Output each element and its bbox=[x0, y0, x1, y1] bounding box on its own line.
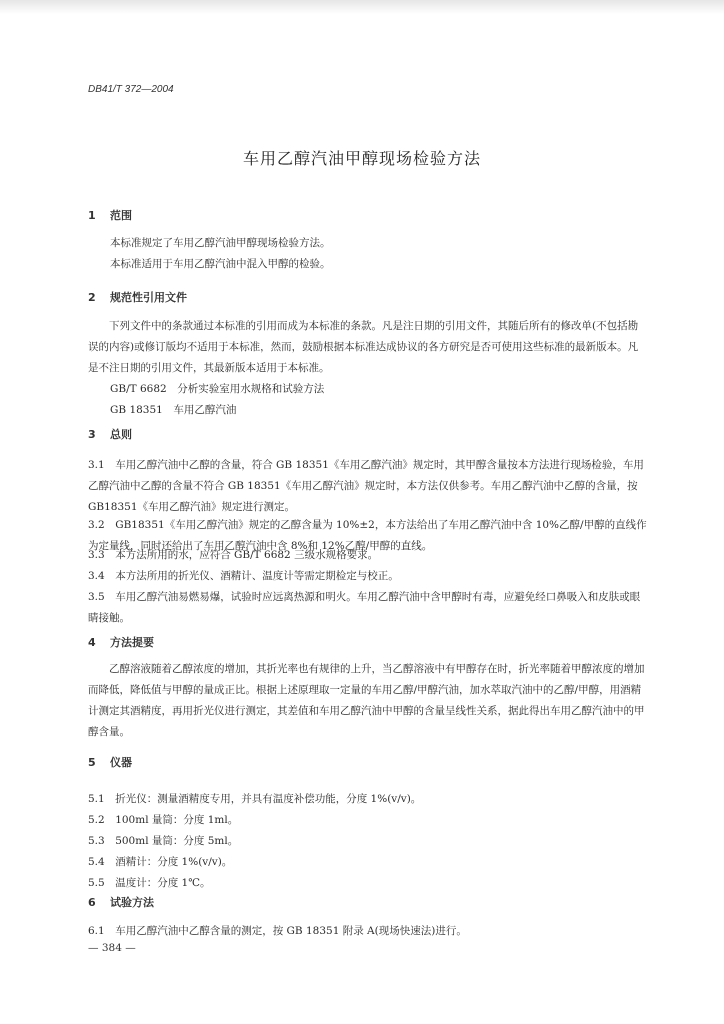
section-1-line-1: 本标准规定了车用乙醇汽油甲醇现场检验方法。 bbox=[110, 237, 331, 249]
page-title: 车用乙醇汽油甲醇现场检验方法 bbox=[242, 149, 481, 168]
section-heading-6: 6 试验方法 bbox=[88, 896, 154, 909]
clause-3-5: 3.5 车用乙醇汽油易燃易爆，试验时应远离热源和明火。车用乙醇汽油中含甲醇时有毒，应避免经口鼻吸入和皮肤或眼睛接触。 bbox=[88, 591, 641, 624]
scan-edge bbox=[0, 0, 724, 14]
section-1-line-2: 本标准适用于车用乙醇汽油中混入甲醇的检验。 bbox=[110, 258, 331, 270]
method-6-1: 6.1 车用乙醇汽油中乙醇含量的测定，按 GB 18351 附录 A(现场快速法)进行。 bbox=[88, 925, 467, 937]
section-heading-1: 1 范围 bbox=[88, 209, 132, 222]
section-heading-3: 3 总则 bbox=[88, 428, 132, 441]
section-heading-5: 5 仪器 bbox=[88, 756, 132, 769]
instrument-5-4: 5.4 酒精计：分度 1%(v/v)。 bbox=[88, 856, 233, 868]
clause-3-4: 3.4 本方法所用的折光仪、酒精计、温度计等需定期检定与校正。 bbox=[88, 570, 399, 582]
section-heading-2: 2 规范性引用文件 bbox=[88, 291, 187, 304]
clause-3-3: 3.3 本方法所用的水，应符合 GB/T 6682 三级水规格要求。 bbox=[88, 549, 379, 561]
section-heading-4: 4 方法提要 bbox=[88, 636, 154, 649]
instrument-5-2: 5.2 100ml 量筒：分度 1ml。 bbox=[88, 814, 239, 826]
instrument-5-1: 5.1 折光仪：测量酒精度专用，并具有温度补偿功能，分度 1%(v/v)。 bbox=[88, 793, 422, 805]
reference-2: GB 18351 车用乙醇汽油 bbox=[110, 404, 237, 416]
section-2-paragraph: 下列文件中的条款通过本标准的引用而成为本标准的条款。凡是注日期的引用文件，其随后所有的修改单(不包括勘误的内容)或修订版均不适用于本标准，然而，鼓励根据本标准达成协议的各方研究是否可使用这些标准的最新版本。凡是不注日期的引用文件，其最新版本适用于本标准。 bbox=[88, 320, 639, 374]
section-4-paragraph: 乙醇溶液随着乙醇浓度的增加，其折光率也有规律的上升，当乙醇溶液中有甲醇存在时，折光率随着甲醇浓度的增加而降低，降低值与甲醇的量成正比。根据上述原理取一定量的车用乙醇/甲醇汽油，加水萃取汽油中的乙醇/甲醇，用酒精计测定其酒精度，再用折光仪进行测定，其差值和车用乙醇汽油中甲醇的含量呈线性关系，据此得出车用乙醇汽油中的甲醇含量。 bbox=[88, 663, 645, 738]
instrument-5-5: 5.5 温度计：分度 1℃。 bbox=[88, 877, 211, 889]
reference-1: GB/T 6682 分析实验室用水规格和试验方法 bbox=[110, 383, 325, 395]
standard-code: DB41/T 372—2004 bbox=[88, 84, 174, 95]
instrument-5-3: 5.3 500ml 量筒：分度 5ml。 bbox=[88, 835, 239, 847]
clause-3-1: 3.1 车用乙醇汽油中乙醇的含量，符合 GB 18351《车用乙醇汽油》规定时，其甲醇含量按本方法进行现场检验，车用乙醇汽油中乙醇的含量不符合 GB 18351《车用乙醇汽油》规定时，本方法仅供参考。车用乙醇汽油中乙醇的含量，按 GB18351《车用乙醇汽油》规定进行测定。 bbox=[88, 459, 644, 513]
clause-3-2: 3.2 GB18351《车用乙醇汽油》规定的乙醇含量为 10%±2，本方法给出了车用乙醇汽油中含 10%乙醇/甲醇的直线作为定量线，同时还给出了车用乙醇汽油中含 8%和 12%乙醇/甲醇的直线。 bbox=[88, 519, 647, 552]
page-number: — 384 — bbox=[88, 942, 136, 954]
